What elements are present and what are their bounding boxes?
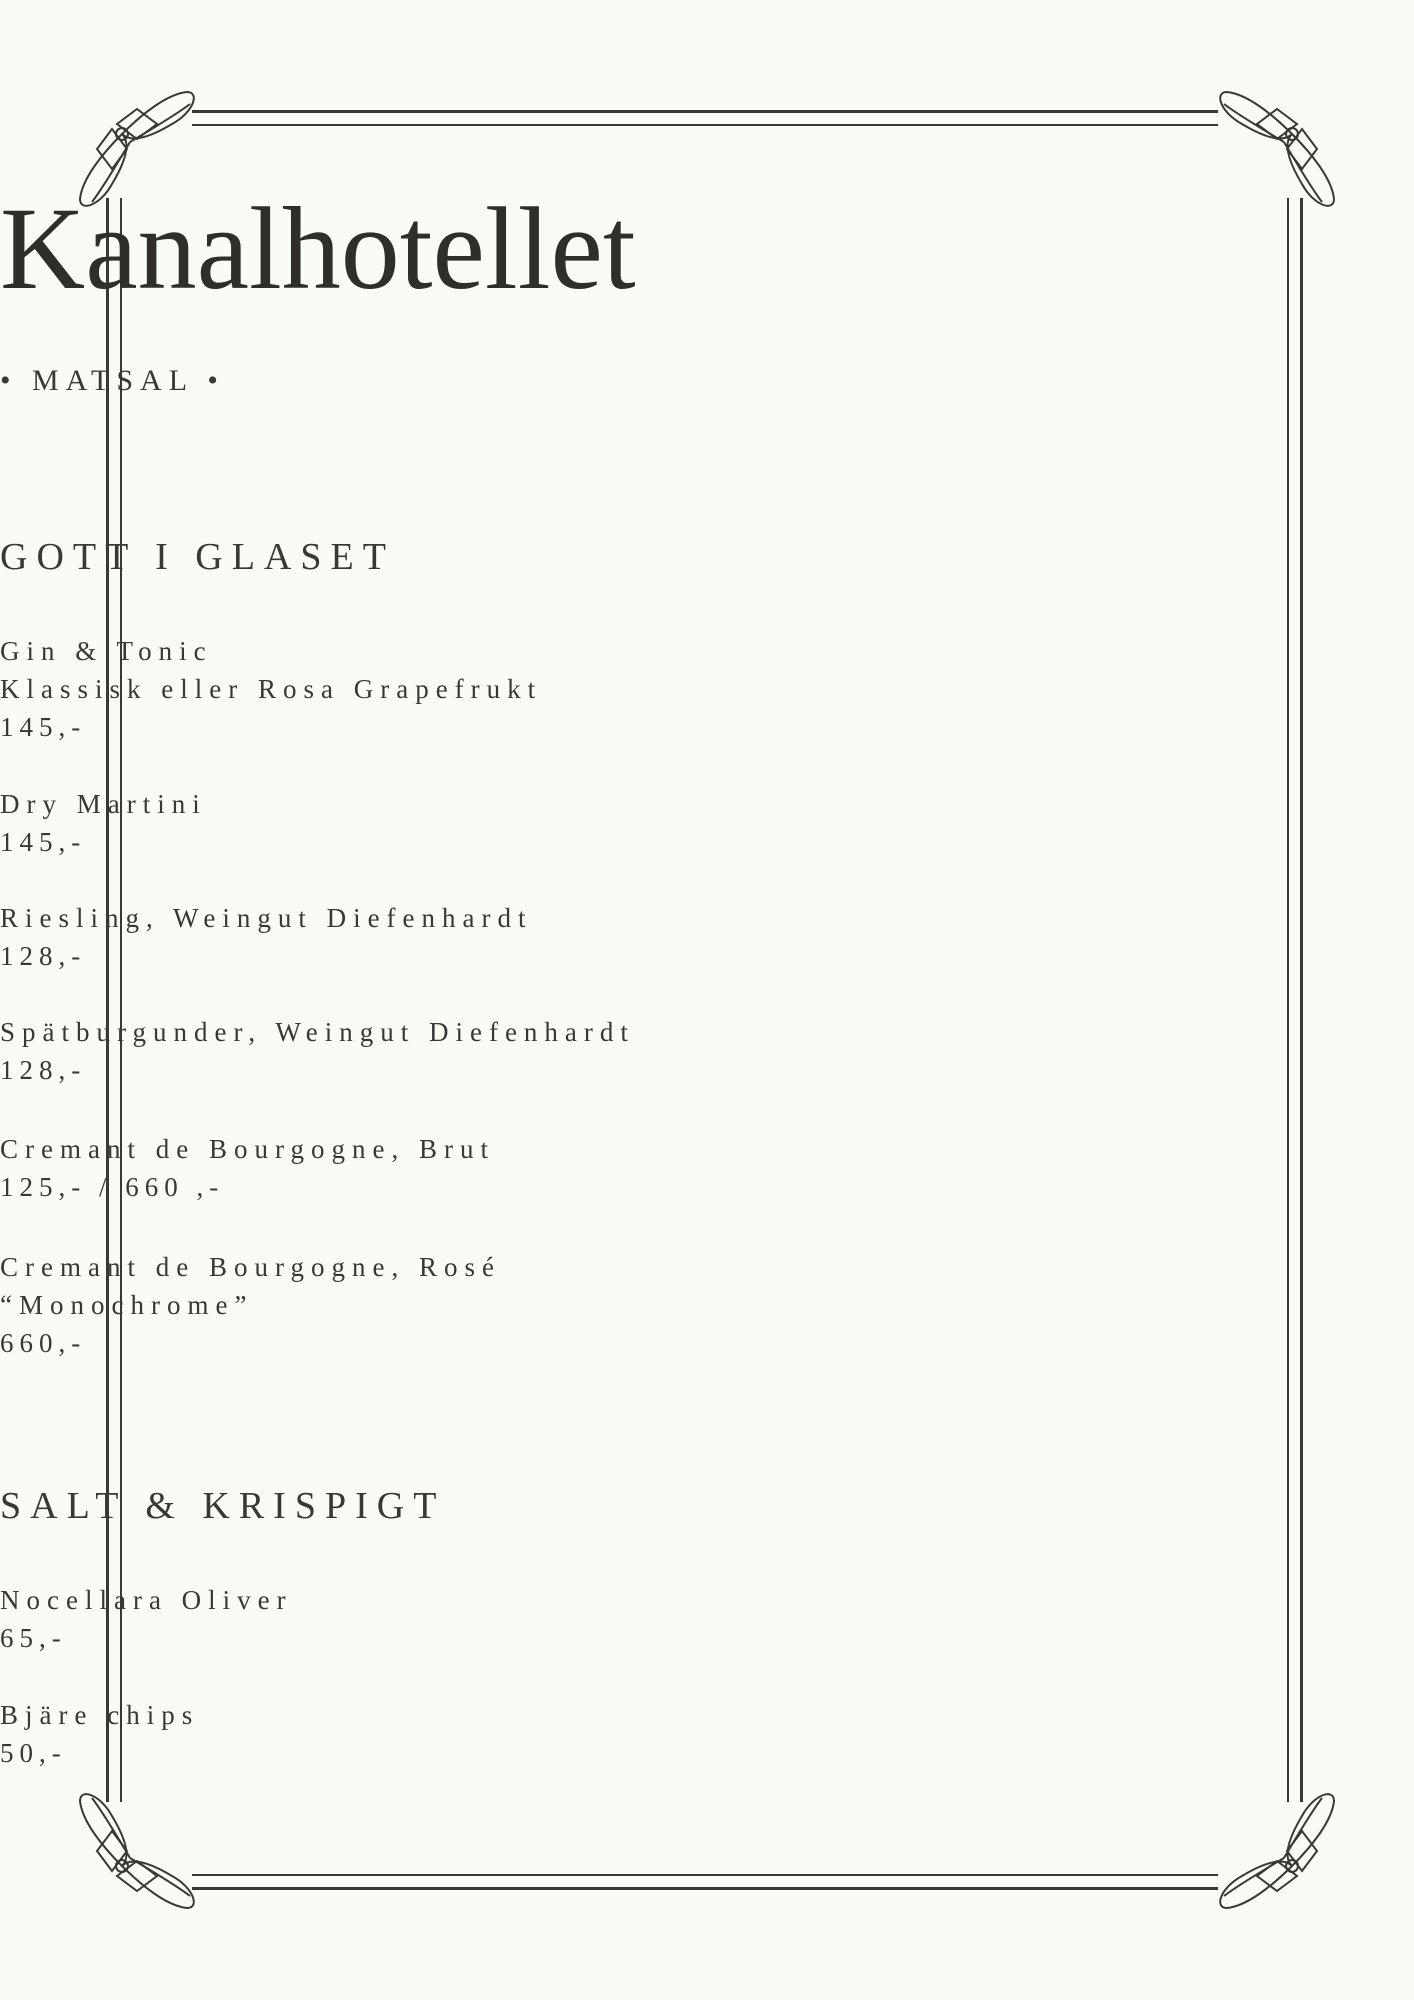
menu-item-name: Bjäre chips (0, 1700, 200, 1730)
menu-item (0, 785, 1414, 861)
menu-item-price: 65,- (0, 1623, 67, 1653)
menu-item (0, 632, 1414, 746)
frame-left-outer (106, 198, 109, 1802)
frame-top-outer (192, 110, 1218, 113)
menu-item (0, 1581, 1414, 1657)
frame-left-inner (120, 198, 122, 1802)
frame-bottom-outer (192, 1887, 1218, 1890)
menu-item-detail: Klassisk eller Rosa Grapefrukt (0, 674, 543, 704)
menu-item (0, 899, 1414, 975)
ornamental-flourish-icon (72, 1786, 202, 1916)
page-title: Kanalhotellet (0, 183, 636, 314)
page-subtitle: • MATSAL • (0, 364, 225, 397)
menu-item-price: 128,- (0, 1055, 87, 1085)
frame-bottom-inner (192, 1874, 1218, 1876)
menu-item (0, 1696, 1414, 1772)
menu-item-name: Nocellara Oliver (0, 1585, 293, 1615)
ornamental-flourish-icon (1212, 1786, 1342, 1916)
menu-item-name: Cremant de Bourgogne, Rosé (0, 1252, 501, 1282)
section-heading: GOTT I GLASET (0, 536, 395, 578)
menu-item (0, 1013, 1414, 1089)
menu-item-price: 128,- (0, 941, 87, 971)
frame-right-outer (1300, 198, 1303, 1802)
menu-item-price: 660,- (0, 1328, 87, 1358)
menu-item-name: Cremant de Bourgogne, Brut (0, 1134, 495, 1164)
menu-item (0, 1130, 1414, 1206)
frame-top-inner (192, 124, 1218, 126)
menu-item-name: Dry Martini (0, 789, 207, 819)
section-heading: SALT & KRISPIGT (0, 1485, 446, 1527)
menu-item-name: Spätburgunder, Weingut Diefenhardt (0, 1017, 635, 1047)
menu-item-name: Gin & Tonic (0, 636, 213, 666)
menu-item-detail: “Monochrome” (0, 1290, 254, 1320)
menu-item-price: 145,- (0, 827, 87, 857)
menu-item-name: Riesling, Weingut Diefenhardt (0, 903, 533, 933)
menu-item-price: 145,- (0, 712, 87, 742)
menu-item-price: 50,- (0, 1738, 67, 1768)
menu-item (0, 1248, 1414, 1362)
menu-item-price: 125,- / 660 ,- (0, 1172, 225, 1202)
frame-right-inner (1287, 198, 1289, 1802)
